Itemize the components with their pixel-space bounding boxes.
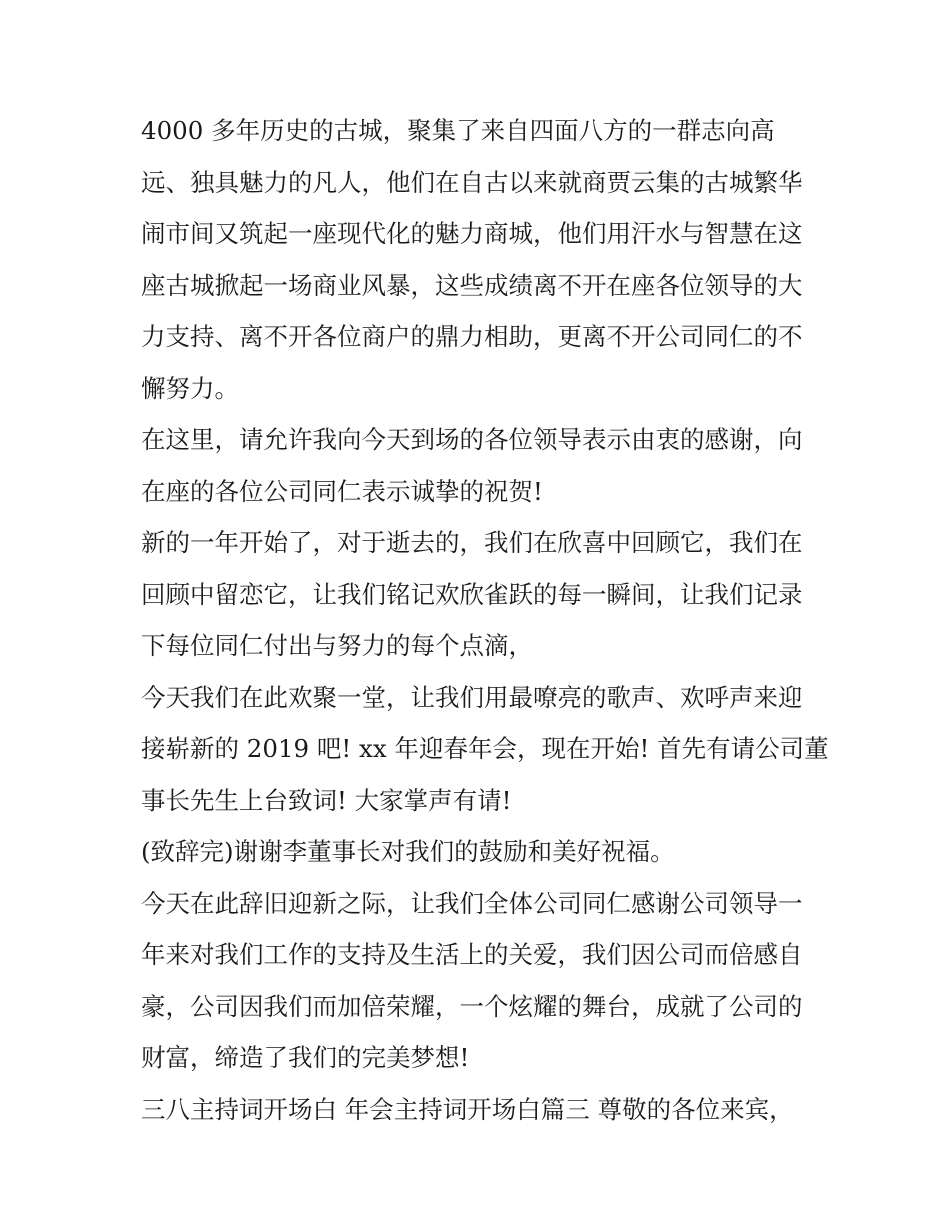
text-line: 新的一年开始了，对于逝去的，我们在欣喜中回顾它，我们在 — [141, 528, 803, 557]
text-line: 豪，公司因我们而加倍荣耀，一个炫耀的舞台，成就了公司的 — [141, 991, 803, 1021]
text-line: 事长先生上台致词! 大家掌声有请! — [141, 785, 512, 815]
text-line: 下每位同仁付出与努力的每个点滴， — [141, 631, 533, 660]
text-line: 4000 多年历史的古城，聚集了来自四面八方的一群志向高 — [141, 116, 775, 145]
text-line: 年来对我们工作的支持及生活上的关爱，我们因公司而倍感自 — [141, 940, 803, 969]
text-line: 懈努力。 — [141, 373, 239, 403]
text-line: 在座的各位公司同仁表示诚挚的祝贺! — [141, 476, 543, 506]
text-line: 力支持、离不开各位商户的鼎力相助，更离不开公司同仁的不 — [141, 322, 803, 351]
text-line: 远、独具魅力的凡人，他们在自古以来就商贾云集的古城繁华 — [141, 167, 803, 197]
text-line: 座古城掀起一场商业风暴，这些成绩离不开在座各位领导的大 — [141, 270, 803, 300]
text-line: 接崭新的 2019 吧! xx 年迎春年会，现在开始! 首先有请公司董 — [141, 734, 829, 763]
document-body — [141, 105, 829, 1135]
text-line: 财富，缔造了我们的完美梦想! — [141, 1043, 470, 1072]
text-line: 三八主持词开场白 年会主持词开场白篇三 尊敬的各位来宾， — [141, 1094, 794, 1124]
text-line: 闹市间又筑起一座现代化的魅力商城，他们用汗水与智慧在这 — [141, 219, 803, 248]
text-line: 在这里，请允许我向今天到场的各位领导表示由衷的感谢，向 — [141, 425, 803, 454]
text-line: 今天我们在此欢聚一堂，让我们用最嘹亮的歌声、欢呼声来迎 — [141, 682, 803, 712]
text-line: 今天在此辞旧迎新之际，让我们全体公司同仁感谢公司领导一 — [141, 888, 803, 918]
text-line: 回顾中留恋它，让我们铭记欢欣雀跃的每一瞬间，让我们记录 — [141, 579, 803, 609]
text-line: (致辞完)谢谢李董事长对我们的鼓励和美好祝福。 — [141, 837, 675, 866]
